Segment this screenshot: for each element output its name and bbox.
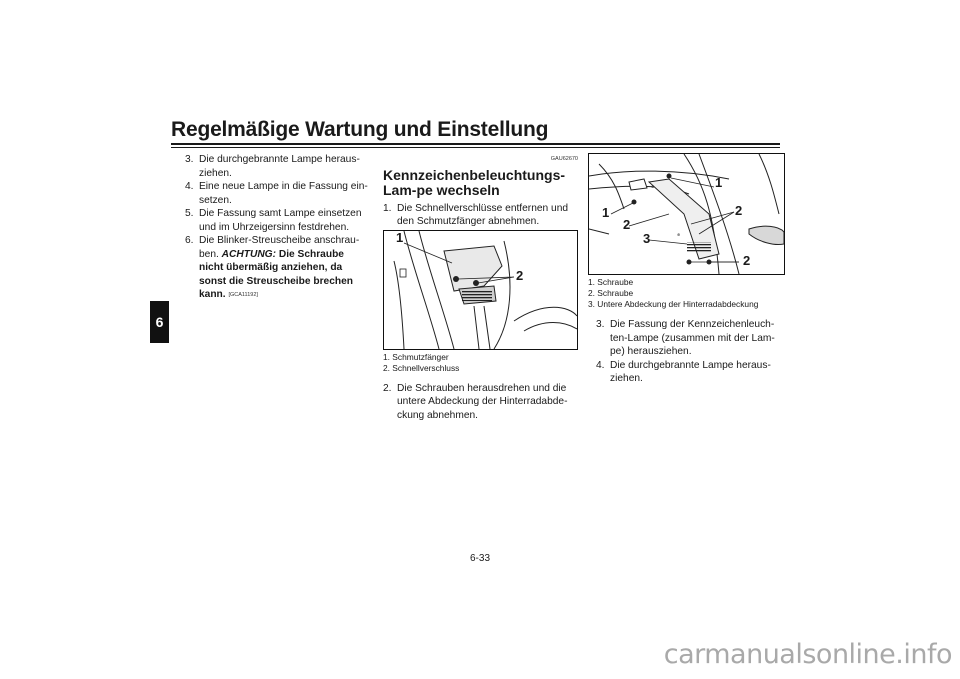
callout-2: 2: [516, 267, 524, 283]
header-rule: [171, 143, 780, 145]
column-2: [383, 153, 578, 422]
list-item: 6. Die Blinker-Streuscheibe anschrau-ben. ACHTUNG: Die Schraube nicht übermäßig anziehen, da sonst die Streuscheibe brechen kann. [GCA11192]: [185, 235, 360, 300]
mudguard-illustration: [384, 231, 577, 349]
callout-2-right: 2: [735, 203, 743, 218]
chapter-tab: 6: [150, 301, 169, 343]
step-list: [185, 153, 370, 303]
list-item: 4. Eine neue Lampe in die Fassung ein-setzen.: [185, 181, 368, 206]
callout-1-left: 1: [602, 205, 610, 220]
list-item: 2. Die Schrauben herausdrehen und die untere Abdeckung der Hinterradabde-ckung abnehmen.: [383, 382, 568, 421]
page-title: Regelmäßige Wartung und Einstellung: [171, 118, 549, 141]
figure-mudguard: [383, 230, 578, 350]
column-3: [588, 153, 783, 386]
column-1: [185, 153, 370, 303]
callout-3: 3: [643, 231, 651, 246]
callout-1: 1: [396, 229, 404, 245]
figure-cover: [588, 153, 785, 275]
callout-1-top: 1: [715, 175, 723, 190]
warning-code: [GCA11192]: [228, 292, 258, 298]
page-number: 6-33: [469, 553, 490, 564]
figure-legend: 1. Schmutzfänger 2. Schnellverschluss: [383, 351, 460, 373]
warning-note: ACHTUNG: Die Schraube nicht übermäßig anziehen, da sonst die Streuscheibe brechen kann.: [199, 248, 353, 300]
list-item: 3. Die Fassung der Kennzeichenleuch-ten-Lampe (zusammen mit der Lam-pe) herausziehen.: [596, 319, 775, 357]
figure-legend: 1. Schraube 2. Schraube 3. Untere Abdeckung der Hinterradabdeckung: [588, 277, 759, 309]
section-code: GAU62670: [550, 156, 578, 162]
list-item: 3. Die durchgebrannte Lampe heraus-ziehen.: [185, 154, 360, 179]
list-item: 5. Die Fassung samt Lampe einsetzen und im Uhrzeigersinn festdrehen.: [185, 208, 362, 233]
list-item: 1. Die Schnellverschlüsse entfernen und den Schmutzfänger abnehmen.: [383, 202, 569, 227]
svg-text:⊕: ⊕: [677, 232, 681, 237]
header-rule-thin: [171, 147, 780, 148]
list-item: 4. Die durchgebrannte Lampe heraus-ziehen.: [596, 359, 771, 384]
callout-2-bottom: 2: [743, 253, 751, 268]
watermark: carmanualsonline.info: [663, 639, 952, 670]
svg-text:⊕: ⊕: [651, 184, 655, 189]
section-title: Kennzeichenbeleuchtungs-Lam-pe wechseln: [383, 166, 566, 198]
callout-2-left: 2: [623, 217, 631, 232]
cover-illustration: [589, 154, 784, 274]
